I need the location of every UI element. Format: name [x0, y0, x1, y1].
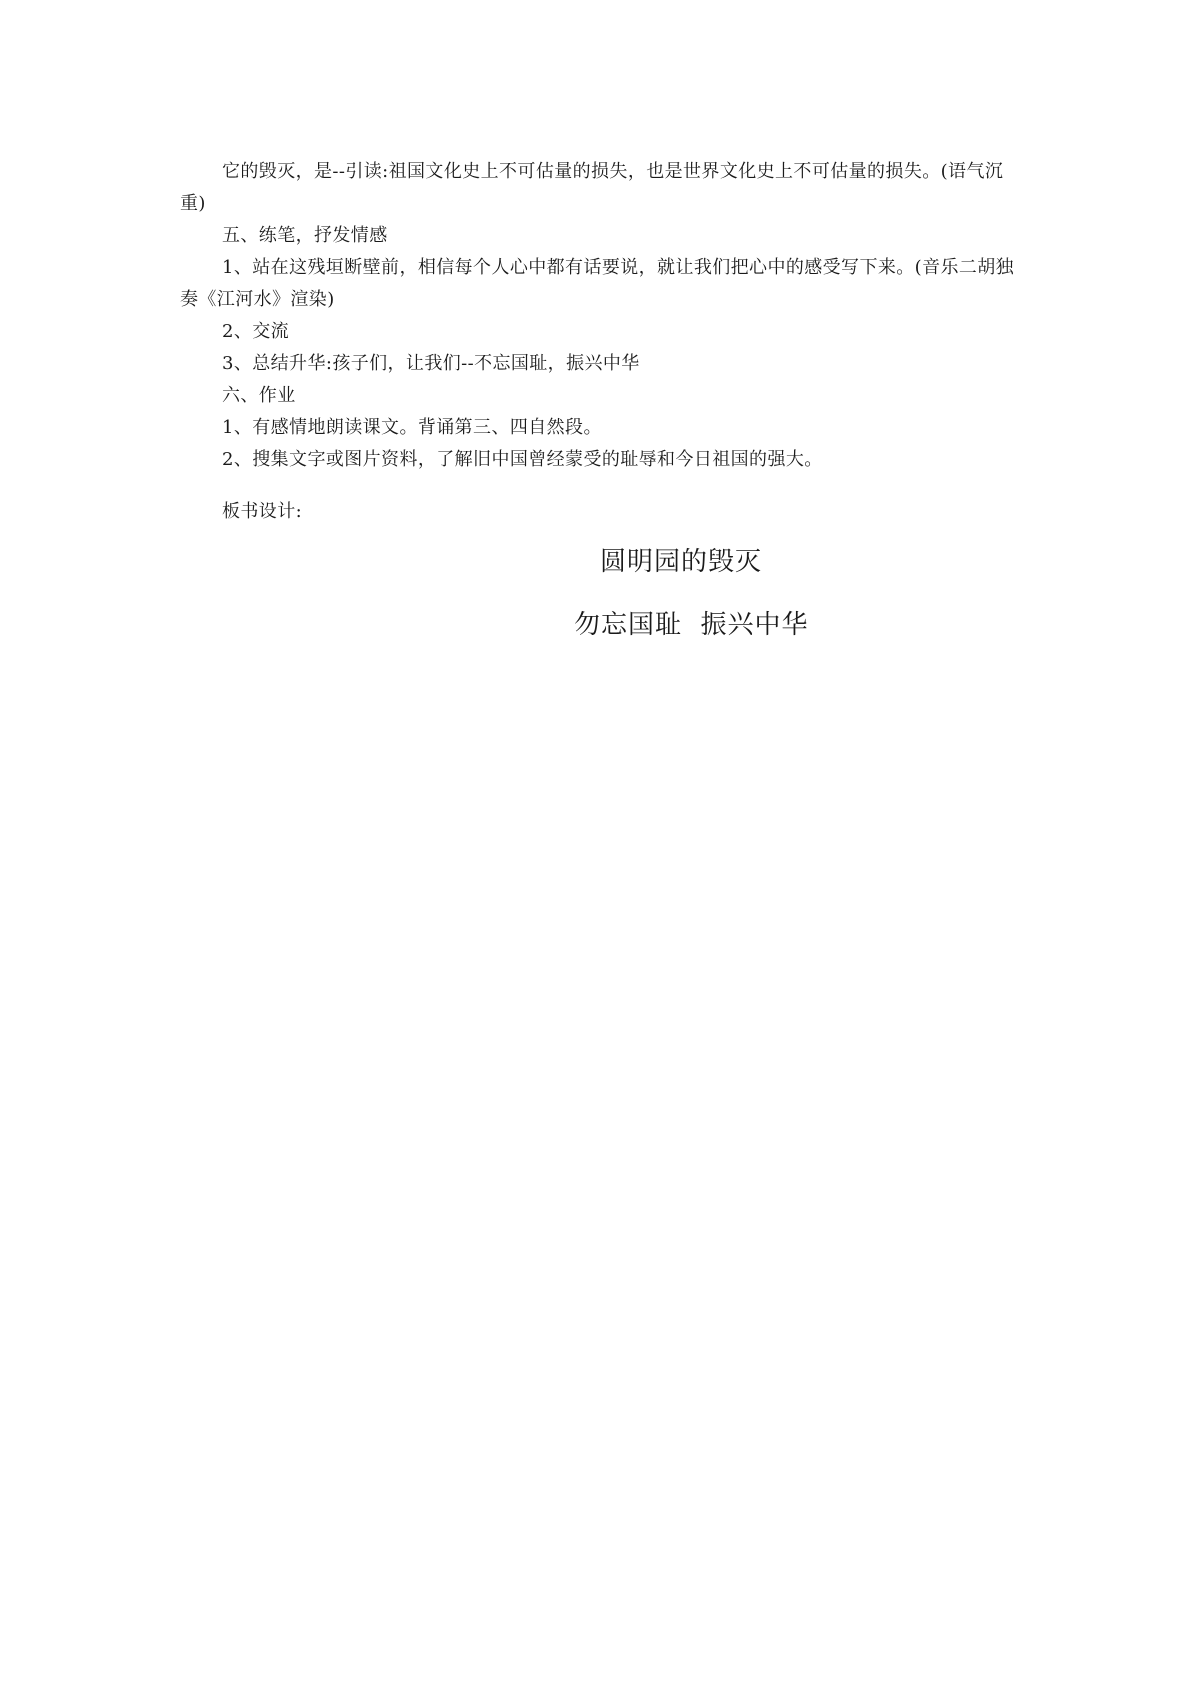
paragraph-exchange: 2、交流 [222, 321, 290, 342]
homework-item-1: 1、有感情地朗读课文。背诵第三、四自然段。 [222, 417, 602, 438]
document-body [180, 156, 1020, 528]
section-heading-homework: 六、作业 [222, 385, 296, 406]
homework-item-2: 2、搜集文字或图片资料，了解旧中国曾经蒙受的耻辱和今日祖国的强大。 [222, 449, 823, 470]
paragraph-summary: 3、总结升华:孩子们，让我们--不忘国耻，振兴中华 [222, 353, 640, 374]
paragraph-reading-note: 它的毁灭，是--引读:祖国文化史上不可估量的损失，也是世界文化史上不可估量的损失。(语气沉重) [180, 161, 1004, 214]
board-slogan: 勿忘国耻 振兴中华 [574, 610, 809, 640]
section-heading-writing: 五、练笔，抒发情感 [222, 225, 388, 246]
board-design-heading: 板书设计: [222, 501, 303, 522]
paragraph-writing-task: 1、站在这残垣断壁前，相信每个人心中都有话要说，就让我们把心中的感受写下来。(音乐二胡独奏《江河水》渲染) [180, 257, 1015, 310]
board-title: 圆明园的毁灭 [600, 547, 763, 577]
